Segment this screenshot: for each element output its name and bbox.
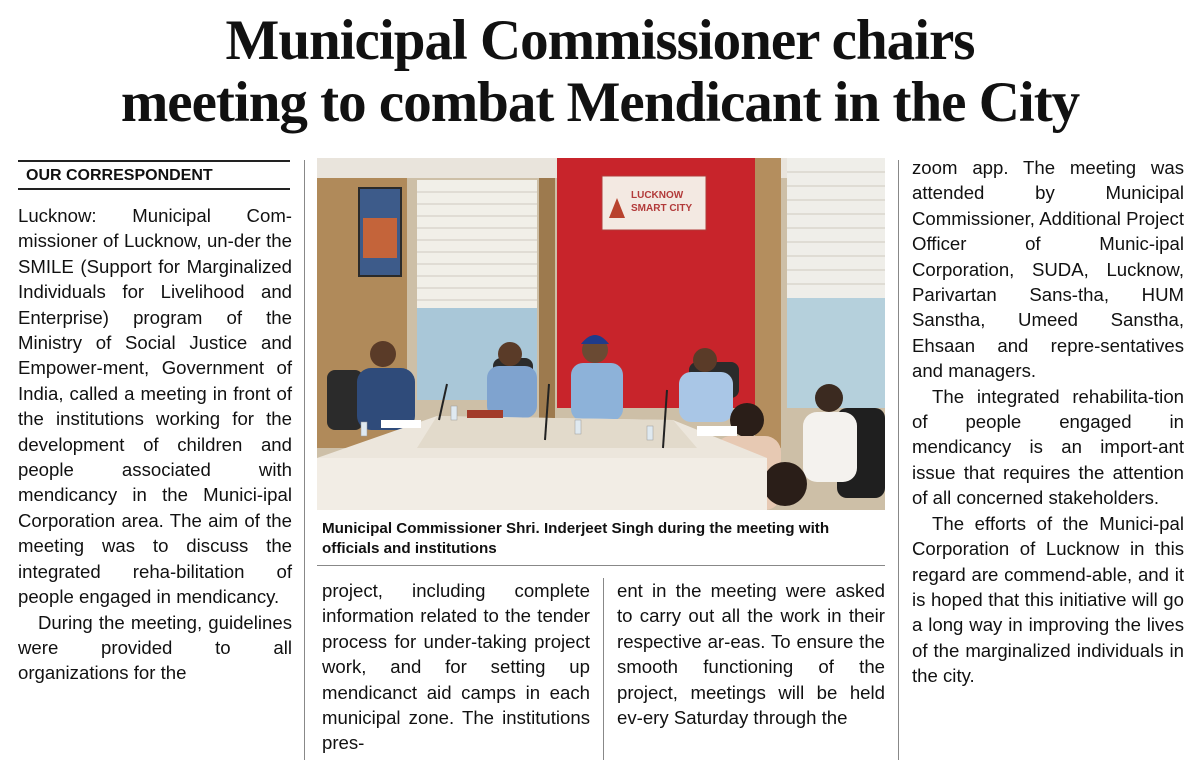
byline: OUR CORRESPONDENT	[18, 160, 290, 190]
logo-line-2: SMART CITY	[631, 203, 693, 214]
column-divider	[603, 578, 604, 760]
article-paragraph: The efforts of the Munici-pal Corporation of Lucknow in this regard are commend-able, and it is hoped that this initiative will go a long way in improving the lives of the marginalized individuals in the city.	[912, 512, 1184, 687]
column-divider	[304, 160, 305, 760]
article-column-4	[912, 155, 1184, 689]
article-paragraph: During the meeting, guidelines were provided to all organizations for the	[18, 611, 292, 684]
logo-line-1: LUCKNOW	[631, 190, 684, 201]
article-paragraph: ent in the meeting were asked to carry out all the work in their respective ar-eas. To ensure the smooth functioning of the project, meetings will be held ev-ery Saturday through the	[617, 580, 885, 729]
photo-caption: Municipal Commissioner Shri. Inderjeet Singh during the meeting with officials and institutions	[322, 520, 830, 557]
article-column-1	[18, 203, 292, 686]
article-paragraph: The integrated rehabilita-tion of people engaged in mendicancy is an import-ant issue that requires the attention of all concerned stakeholders.	[912, 385, 1184, 509]
article-paragraph: Lucknow: Municipal Com-missioner of Lucknow, un-der the SMILE (Support for Marginalized Individuals for Livelihood and Enterprise) program of the Ministry of Social Justice and Empower-ment, Government of India, called a meeting in front of the institutions working for the development of children and people associated with mendicancy in the Munici-ipal Corporation area. The aim of the meeting was to discuss the integrated reha-bilitation of people engaged in mendicancy.	[18, 205, 292, 608]
headline	[0, 10, 1200, 134]
caption-divider	[317, 565, 885, 566]
column-divider	[898, 160, 899, 760]
meeting-photo	[317, 158, 885, 510]
article-column-3	[617, 578, 885, 730]
article-paragraph: zoom app. The meeting was attended by Municipal Commissioner, Additional Project Officer of Munic-ipal Corporation, SUDA, Lucknow, Parivartan Sans-tha, HUM Sanstha, Umeed Sanstha, Ehsaan and repre-sentatives and managers.	[912, 157, 1184, 382]
article-column-2	[322, 578, 590, 756]
headline-line-2: meeting to combat Mendicant in the City	[120, 71, 1080, 134]
article-paragraph: project, including complete information related to the tender process for under-taking project work, and for setting up mendicanct aid camps in each municipal zone. The institutions pres-	[322, 580, 590, 754]
meeting-photo-illustration	[317, 158, 885, 510]
headline-line-1: Municipal Commissioner chairs	[225, 9, 975, 72]
